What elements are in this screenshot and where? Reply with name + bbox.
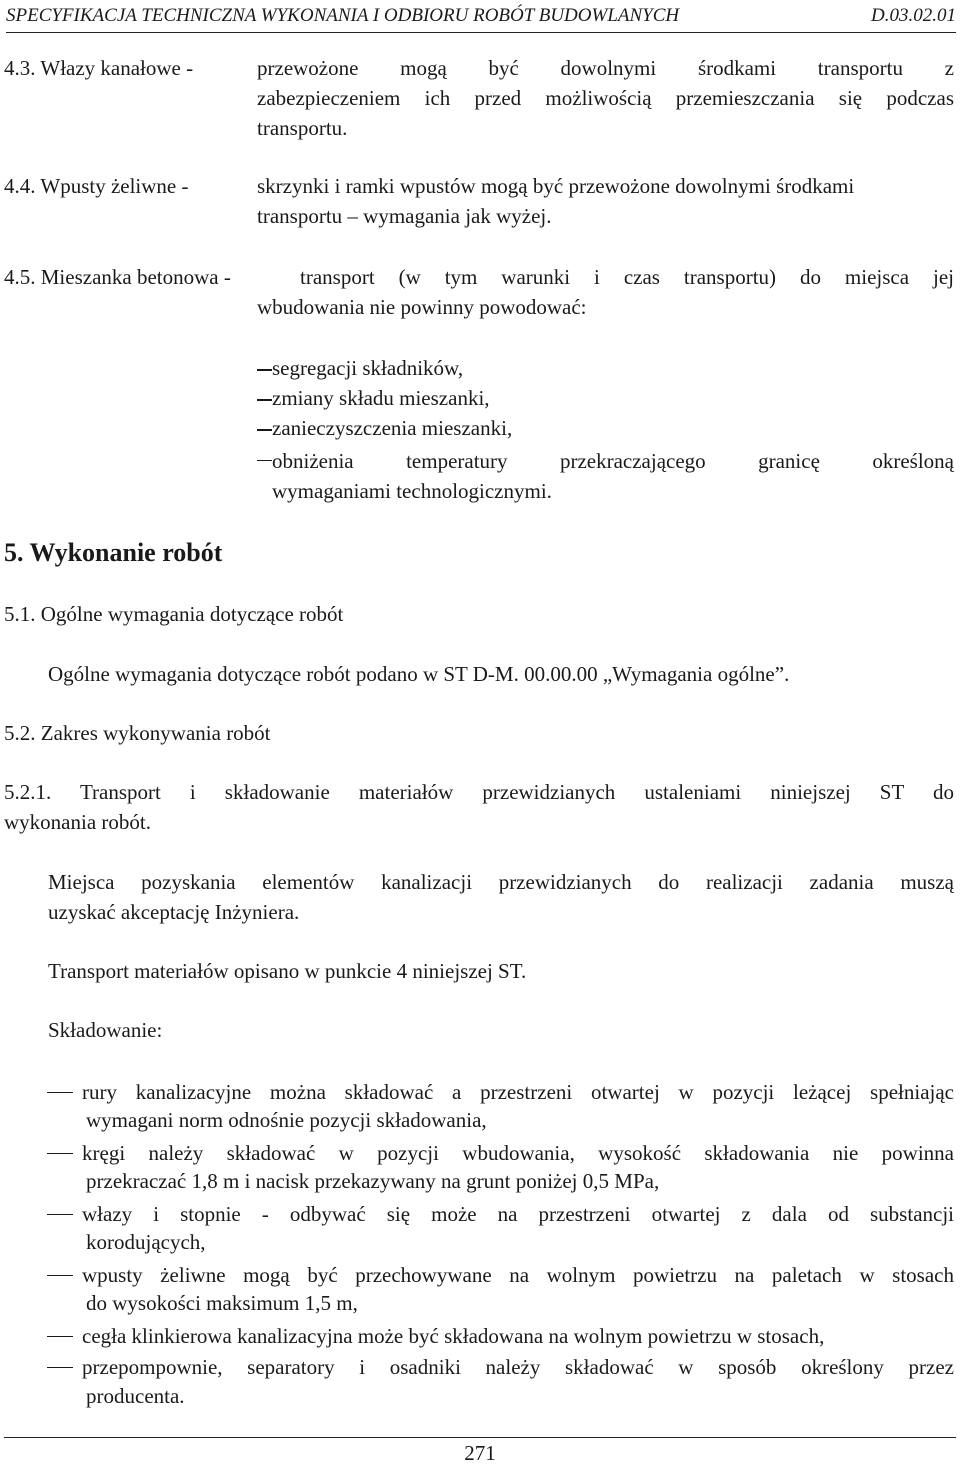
section-5-1-heading: 5.1. Ogólne wymagania dotyczące robót bbox=[4, 602, 344, 626]
section-4-4-label: 4.4. Wpusty żeliwne - bbox=[4, 174, 189, 198]
storage-item-6-line-1: przepompownie, separatory i osadniki należy składować w sposób określony przez bbox=[82, 1355, 954, 1379]
dash-marker bbox=[47, 1214, 73, 1215]
section-5-2-heading: 5.2. Zakres wykonywania robót bbox=[4, 721, 271, 745]
list-item: zanieczyszczenia mieszanki, bbox=[257, 414, 512, 442]
header-title: SPECYFIKACJA TECHNICZNA WYKONANIA I ODBIORU ROBÓT BUDOWLANYCH bbox=[6, 5, 680, 26]
storage-item-3-line-2: korodujących, bbox=[86, 1230, 206, 1254]
section-4-4-text-1: skrzynki i ramki wpustów mogą być przewożone dowolnymi środkami bbox=[257, 174, 855, 198]
paragraph-1-line-2: uzyskać akceptację Inżyniera. bbox=[48, 900, 300, 924]
section-5-2-1-line-2: wykonania robót. bbox=[4, 810, 151, 834]
section-4-5-text-1: transport (w tym warunki i czas transportu) do miejsca jej bbox=[300, 265, 954, 289]
section-4-3-text-3: transportu. bbox=[257, 116, 348, 140]
storage-item-4-line-2: do wysokości maksimum 1,5 m, bbox=[86, 1291, 358, 1315]
section-5-1-text: Ogólne wymagania dotyczące robót podano w ST D-M. 00.00.00 „Wymagania ogólne”. bbox=[48, 662, 790, 686]
page-header bbox=[6, 4, 956, 33]
dash-marker bbox=[47, 1367, 73, 1368]
list-item-continuation: wymaganiami technologicznymi. bbox=[272, 479, 552, 503]
list-item: zmiany składu mieszanki, bbox=[257, 384, 490, 412]
header-code: D.03.02.01 bbox=[871, 5, 956, 26]
list-item: obniżenia temperatury przekraczającego granicę określoną bbox=[257, 447, 954, 475]
storage-item-5-line-1: cegła klinkierowa kanalizacyjna może być składowana na wolnym powietrzu w stosach, bbox=[82, 1324, 825, 1348]
list-item: segregacji składników, bbox=[257, 354, 463, 382]
storage-item-2-line-1: kręgi należy składować w pozycji wbudowania, wysokość składowania nie powinna bbox=[82, 1141, 954, 1165]
paragraph-2: Transport materiałów opisano w punkcie 4 niniejszej ST. bbox=[48, 959, 527, 983]
storage-item-3-line-1: włazy i stopnie - odbywać się może na przestrzeni otwartej z dala od substancji bbox=[82, 1202, 954, 1226]
storage-item-4-line-1: wpusty żeliwne mogą być przechowywane na wolnym powietrzu na paletach w stosach bbox=[82, 1263, 954, 1287]
dash-marker bbox=[47, 1092, 73, 1093]
storage-item-1-line-1: rury kanalizacyjne można składować a przestrzeni otwartej w pozycji leżącej spełniając bbox=[82, 1080, 954, 1104]
storage-item-1-line-2: wymagani norm odnośnie pozycji składowania, bbox=[86, 1108, 487, 1132]
dash-marker bbox=[257, 460, 272, 461]
footer-rule bbox=[4, 1437, 956, 1438]
paragraph-1-line-1: Miejsca pozyskania elementów kanalizacji przewidzianych do realizacji zadania muszą bbox=[48, 870, 954, 894]
section-4-5-text-2: wbudowania nie powinny powodować: bbox=[257, 295, 587, 319]
paragraph-3: Składowanie: bbox=[48, 1018, 163, 1042]
section-4-3-text-2: zabezpieczeniem ich przed możliwością przemieszczania się podczas bbox=[257, 86, 954, 110]
section-4-5-label: 4.5. Mieszanka betonowa - bbox=[4, 265, 231, 289]
dash-marker bbox=[257, 429, 272, 430]
dash-marker bbox=[257, 399, 272, 400]
dash-marker bbox=[47, 1153, 73, 1154]
storage-item-2-line-2: przekraczać 1,8 m i nacisk przekazywany na grunt poniżej 0,5 MPa, bbox=[86, 1169, 660, 1193]
dash-marker bbox=[47, 1336, 73, 1337]
section-4-3-text-1: przewożone mogą być dowolnymi środkami transportu z bbox=[257, 56, 954, 80]
section-4-3-label: 4.3. Włazy kanałowe - bbox=[4, 56, 194, 80]
page-number: 271 bbox=[464, 1441, 496, 1465]
dash-marker bbox=[257, 369, 272, 370]
section-5-heading: 5. Wykonanie robót bbox=[4, 538, 223, 567]
storage-item-6-line-2: producenta. bbox=[86, 1384, 185, 1408]
section-5-2-1-line-1: 5.2.1. Transport i składowanie materiałów przewidzianych ustaleniami niniejszej ST do bbox=[4, 780, 954, 804]
dash-marker bbox=[47, 1275, 73, 1276]
section-4-4-text-2: transportu – wymagania jak wyżej. bbox=[257, 204, 552, 228]
